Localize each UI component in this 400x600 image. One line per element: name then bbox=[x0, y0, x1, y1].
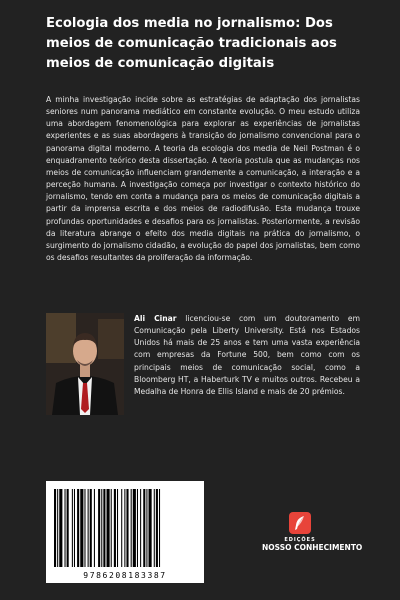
barcode-bar bbox=[103, 489, 105, 567]
book-abstract: A minha investigação incide sobre as estratégias de adaptação dos jornalistas seniores num panorama mediático em constante evolução. O meu estudo utiliza uma abordagem fenomenológica para explorar as experiências de jornalistas experientes e as suas abordagens à transição do jornalismo convencional para o panorama digital moderno. A teoria da ecologia dos media de Neil Postman é o enquadramento teórico desta dissertação. A teoria postula que as mudanças nos meios de comunicação influenciam grandemente a comunicação, a interação e a perceção humana. A investigação começa por investigar o contexto histórico do jornalismo, tendo em conta a mudança para os meios de comunicação digitais a partir da imprensa escrita e dos meios de radiodifusão. Esta mudança trouxe profundas oportunidades e desafios para os jornalistas. Posteriormente, a revisão da literatura abrange o efeito dos media digitais na prática do jornalismo, o surgimento do jornalismo cidadão, a evolução do papel dos jornalistas, bem como os desafios resultantes da proliferação da informação. bbox=[46, 95, 360, 263]
barcode-bar bbox=[107, 489, 110, 567]
barcode-bar bbox=[154, 489, 155, 567]
barcode-bar bbox=[133, 489, 136, 567]
barcode-bar bbox=[59, 489, 62, 567]
barcode-bar bbox=[65, 489, 66, 567]
barcode-bar bbox=[131, 489, 132, 567]
barcode-bar bbox=[67, 489, 69, 567]
quill-logo-icon bbox=[289, 512, 311, 534]
barcode-bar bbox=[98, 489, 100, 567]
barcode-bar bbox=[111, 489, 112, 567]
barcode-bar bbox=[156, 489, 158, 567]
author-photo bbox=[46, 313, 124, 415]
barcode-bar bbox=[140, 489, 141, 567]
barcode-bar bbox=[121, 489, 122, 567]
barcode-bar bbox=[146, 489, 147, 567]
barcode-bar bbox=[72, 489, 73, 567]
barcode-bar bbox=[57, 489, 58, 567]
author-name: Ali Cinar bbox=[134, 314, 177, 323]
author-bio bbox=[134, 313, 360, 398]
barcode-bar bbox=[88, 489, 89, 567]
barcode-bar bbox=[149, 489, 152, 567]
barcode-bars bbox=[46, 481, 204, 569]
isbn-barcode bbox=[46, 481, 204, 583]
publisher-block bbox=[262, 512, 363, 552]
barcode-bar bbox=[90, 489, 92, 567]
barcode-bar bbox=[124, 489, 125, 567]
barcode-bar bbox=[74, 489, 75, 567]
barcode-bar bbox=[114, 489, 116, 567]
barcode-bar bbox=[117, 489, 118, 567]
barcode-bar bbox=[54, 489, 56, 567]
barcode-bar bbox=[143, 489, 145, 567]
barcode-bar bbox=[126, 489, 128, 567]
publisher-label-top: EDIÇÕES bbox=[284, 537, 316, 543]
barcode-bar bbox=[101, 489, 102, 567]
barcode-bar bbox=[80, 489, 83, 567]
isbn-number: 9786208183387 bbox=[83, 571, 167, 580]
publisher-name: NOSSO CONHECIMENTO bbox=[262, 543, 363, 552]
barcode-bar bbox=[77, 489, 79, 567]
barcode-bar bbox=[137, 489, 138, 567]
author-bio-text: licenciou-se com um doutoramento em Comunicação pela Liberty University. Está nos Estados Unidos há mais de 25 anos e tem uma vasta experiência com empresas da Fortune 500, bem como com os principais meios de comunicação social, como a Bloomberg HT, a Haberturk TV e muitos outros. Recebeu a Medalha de Honra de Ellis Island e mais de 20 prémios. bbox=[134, 314, 360, 396]
barcode-bar bbox=[94, 489, 95, 567]
book-title: Ecologia dos media no jornalismo: Dos meios de comunicação tradicionais aos meios de comunicação digitais bbox=[46, 16, 337, 71]
barcode-bar bbox=[84, 489, 85, 567]
barcode-bar bbox=[159, 489, 160, 567]
